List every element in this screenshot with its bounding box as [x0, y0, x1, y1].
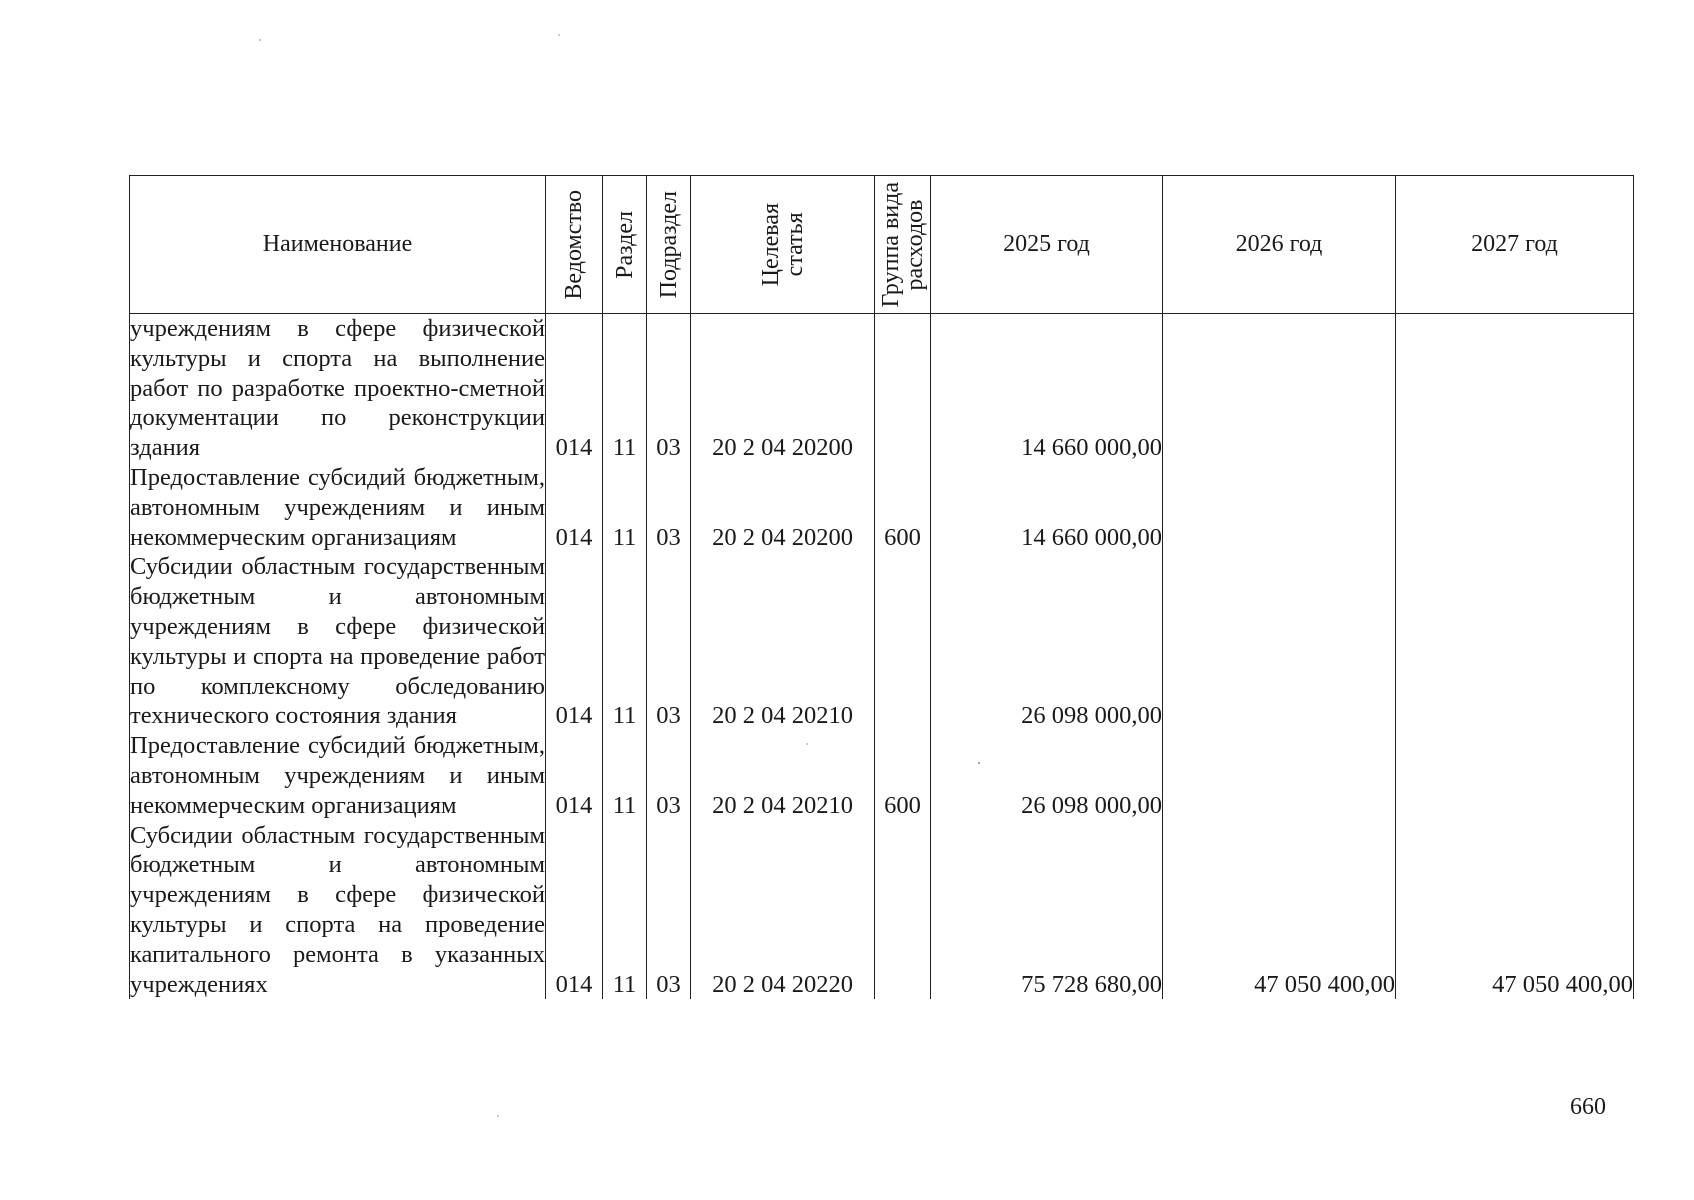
row-expense-group: 600 [875, 463, 931, 552]
row-target-article: 20 2 04 20220 [691, 821, 875, 1000]
header-year-2025 [931, 176, 1163, 314]
row-amount-2027: 47 050 400,00 [1396, 821, 1634, 1000]
budget-table [129, 175, 1634, 999]
row-amount-2025: 75 728 680,00 [931, 821, 1163, 1000]
row-target-article: 20 2 04 20200 [691, 463, 875, 552]
row-department: 014 [546, 821, 603, 1000]
header-year-2026 [1163, 176, 1396, 314]
row-department: 014 [546, 314, 603, 463]
header-subsection [647, 176, 691, 314]
row-section: 11 [603, 314, 647, 463]
header-department [546, 176, 603, 314]
row-amount-2026: 47 050 400,00 [1163, 821, 1396, 1000]
row-name: Предоставление субсидий бюджетным, автономным учреждениям и иным некоммерческим организациям [130, 732, 545, 819]
row-amount-2027 [1396, 463, 1634, 552]
row-expense-group: 600 [875, 731, 931, 820]
scan-speck [978, 762, 980, 764]
scan-speck [558, 34, 560, 36]
header-year-2026-label: 2026 год [1235, 231, 1323, 257]
row-name: Субсидии областным государственным бюджетным и автономным учреждениям в сфере физической культуры и спорта на проведение работ по комплексному обследованию технического состояния здания [130, 553, 545, 730]
header-target-article-label: Целевая статья [757, 202, 808, 287]
row-expense-group [875, 821, 931, 1000]
row-subsection: 03 [647, 463, 691, 552]
row-subsection: 03 [647, 821, 691, 1000]
row-target-article: 20 2 04 20200 [691, 314, 875, 463]
header-year-2027 [1396, 176, 1634, 314]
table-row [130, 552, 1634, 731]
header-expense-group [875, 176, 931, 314]
row-amount-2025: 26 098 000,00 [931, 731, 1163, 820]
row-amount-2026 [1163, 463, 1396, 552]
header-year-2027-label: 2027 год [1471, 231, 1558, 257]
header-name-label: Наименование [262, 231, 413, 257]
scan-speck [259, 39, 261, 41]
row-name: учреждениям в сфере физической культуры и спорта на выполнение работ по разработке проектно-сметной документации по реконструкции здания [130, 315, 545, 462]
row-target-article: 20 2 04 20210 [691, 731, 875, 820]
row-subsection: 03 [647, 552, 691, 731]
table-row [130, 821, 1634, 1000]
row-amount-2026 [1163, 552, 1396, 731]
header-department-label: Ведомство [561, 189, 587, 300]
table-row [130, 314, 1634, 463]
row-subsection: 03 [647, 731, 691, 820]
row-expense-group [875, 314, 931, 463]
row-amount-2025: 14 660 000,00 [931, 314, 1163, 463]
table-row [130, 731, 1634, 820]
row-section: 11 [603, 821, 647, 1000]
row-amount-2027 [1396, 314, 1634, 463]
header-section [603, 176, 647, 314]
row-section: 11 [603, 463, 647, 552]
header-year-2025-label: 2025 год [1003, 231, 1090, 257]
header-name [130, 176, 546, 314]
header-subsection-label: Подраздел [655, 190, 682, 299]
header-target-article [691, 176, 875, 314]
header-section-label: Раздел [611, 210, 638, 279]
row-name: Субсидии областным государственным бюджетным и автономным учреждениям в сфере физической культуры и спорта на проведение капитального ремонта в указанных учреждениях [130, 821, 545, 998]
row-target-article: 20 2 04 20210 [691, 552, 875, 731]
row-amount-2026 [1163, 314, 1396, 463]
row-section: 11 [603, 731, 647, 820]
page-number: 660 [1570, 1094, 1606, 1120]
row-amount-2026 [1163, 731, 1396, 820]
row-department: 014 [546, 463, 603, 552]
row-amount-2027 [1396, 552, 1634, 731]
row-subsection: 03 [647, 314, 691, 463]
row-department: 014 [546, 552, 603, 731]
row-department: 014 [546, 731, 603, 820]
row-amount-2025: 26 098 000,00 [931, 552, 1163, 731]
scan-speck [497, 1115, 499, 1117]
row-expense-group [875, 552, 931, 731]
header-row [130, 176, 1634, 314]
row-name: Предоставление субсидий бюджетным, автономным учреждениям и иным некоммерческим организациям [130, 463, 545, 551]
header-expense-group-label: Группа вида расходов [877, 181, 928, 308]
row-section: 11 [603, 552, 647, 731]
table-row [130, 463, 1634, 552]
row-amount-2025: 14 660 000,00 [931, 463, 1163, 552]
row-amount-2027 [1396, 731, 1634, 820]
scan-speck [806, 743, 808, 745]
